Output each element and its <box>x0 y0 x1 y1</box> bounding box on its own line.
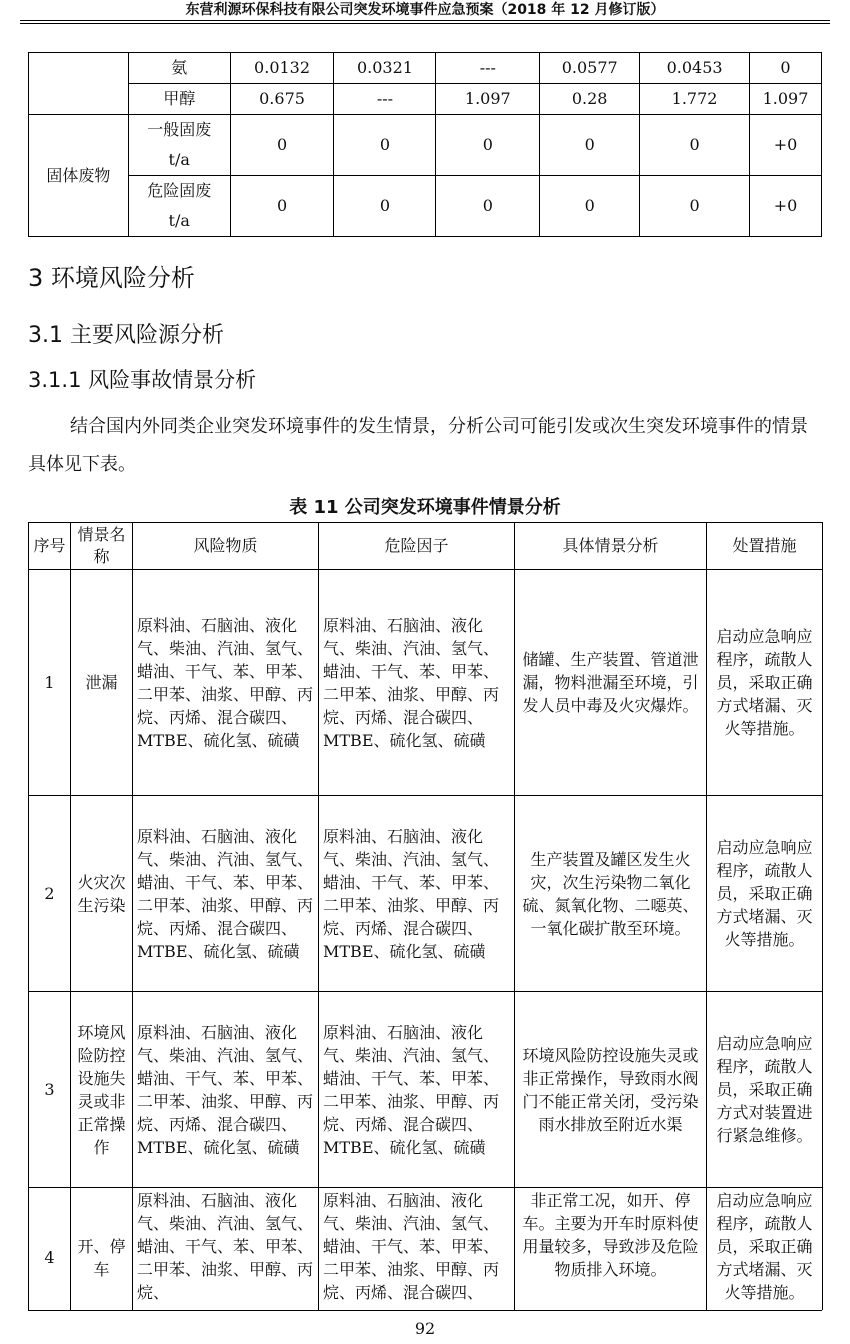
response-measures: 启动应急响应程序，疏散人员，采取正确方式堵漏、灭火等措施。 <box>707 570 823 796</box>
table-cell: +0 <box>750 176 822 237</box>
header-cell: 风险物质 <box>133 523 319 570</box>
table-row <box>29 992 823 1188</box>
table-cell: 0.0321 <box>334 53 436 84</box>
scenario-analysis: 储罐、生产装置、管道泄漏，物料泄漏至环境，引发人员中毒及火灾爆炸。 <box>515 570 707 796</box>
scenario-name: 开、停车 <box>71 1188 133 1311</box>
hazard-factors: 原料油、石脑油、液化气、柴油、汽油、氢气、蜡油、干气、苯、甲苯、二甲苯、油浆、甲醇、丙烷、丙烯、混合碳四、MTBE、硫化氢、硫磺 <box>319 796 515 992</box>
response-measures: 启动应急响应程序，疏散人员，采取正确方式堵漏、灭火等措施。 <box>707 796 823 992</box>
table-cell: 0 <box>640 176 750 237</box>
waste-name: 一般固废 <box>147 120 212 139</box>
table-cell: 0 <box>540 115 640 176</box>
response-measures: 启动应急响应程序，疏散人员，采取正确方式堵漏、灭火等措施。 <box>707 1188 823 1311</box>
table-cell: 0 <box>436 176 540 237</box>
emission-table <box>28 52 822 237</box>
table-cell: 0 <box>230 176 334 237</box>
section-heading: 3 环境风险分析 <box>28 264 195 292</box>
table-cell: 0 <box>334 176 436 237</box>
pollutant-name: 甲醇 <box>128 84 230 115</box>
hazard-factors: 原料油、石脑油、液化气、柴油、汽油、氢气、蜡油、干气、苯、甲苯、二甲苯、油浆、甲醇、丙烷、丙烯、混合碳四、 <box>319 1188 515 1311</box>
row-number: 2 <box>29 796 71 992</box>
table-cell: 1.097 <box>436 84 540 115</box>
header-cell: 处置措施 <box>707 523 823 570</box>
table-cell: --- <box>436 53 540 84</box>
waste-unit: t/a <box>168 150 190 169</box>
table-cell: 1.097 <box>750 84 822 115</box>
table-row <box>29 115 822 176</box>
table-cell: 0.0132 <box>230 53 334 84</box>
header-cell: 具体情景分析 <box>515 523 707 570</box>
waste-name-cell <box>128 115 230 176</box>
waste-name-cell <box>128 176 230 237</box>
header-cell: 危险因子 <box>319 523 515 570</box>
table-header-row <box>29 523 823 570</box>
header-cell: 序号 <box>29 523 71 570</box>
table-row <box>29 176 822 237</box>
row-number: 1 <box>29 570 71 796</box>
page-number: 92 <box>414 1319 436 1338</box>
table-cell: 0.675 <box>230 84 334 115</box>
table-row <box>29 796 823 992</box>
hazard-factors: 原料油、石脑油、液化气、柴油、汽油、氢气、蜡油、干气、苯、甲苯、二甲苯、油浆、甲醇、丙烷、丙烯、混合碳四、MTBE、硫化氢、硫磺 <box>319 570 515 796</box>
table-cell: 0 <box>640 115 750 176</box>
table-row <box>29 53 822 84</box>
table-cell: 0 <box>230 115 334 176</box>
scenario-name: 泄漏 <box>71 570 133 796</box>
pollutant-name: 氨 <box>128 53 230 84</box>
table-cell: 0.0453 <box>640 53 750 84</box>
table-cell <box>29 53 129 115</box>
solid-waste-category: 固体废物 <box>29 115 129 237</box>
table-cell: --- <box>334 84 436 115</box>
waste-unit: t/a <box>168 211 190 230</box>
table-cell: 0 <box>750 53 822 84</box>
hazard-factors: 原料油、石脑油、液化气、柴油、汽油、氢气、蜡油、干气、苯、甲苯、二甲苯、油浆、甲醇、丙烷、丙烯、混合碳四、MTBE、硫化氢、硫磺 <box>319 992 515 1188</box>
scenario-table <box>28 522 823 1310</box>
table-cell: +0 <box>750 115 822 176</box>
page-header: 东营利源环保科技有限公司突发环境事件应急预案（2018 年 12 月修订版） <box>20 0 830 21</box>
table-row <box>29 84 822 115</box>
table-cell: 0.0577 <box>540 53 640 84</box>
table-cell: 0 <box>436 115 540 176</box>
row-number: 4 <box>29 1188 71 1311</box>
table-row <box>29 1188 823 1311</box>
scenario-analysis: 生产装置及罐区发生火灾，次生污染物二氧化硫、氮氧化物、二噁英、一氧化碳扩散至环境。 <box>515 796 707 992</box>
table-cell: 1.772 <box>640 84 750 115</box>
waste-name: 危险固废 <box>147 181 212 200</box>
risk-substances: 原料油、石脑油、液化气、柴油、汽油、氢气、蜡油、干气、苯、甲苯、二甲苯、油浆、甲醇、丙烷、丙烯、混合碳四、MTBE、硫化氢、硫磺 <box>133 796 319 992</box>
subsection-heading: 3.1 主要风险源分析 <box>28 323 224 348</box>
subsubsection-heading: 3.1.1 风险事故情景分析 <box>28 368 257 392</box>
table-bottom-border <box>28 1310 822 1311</box>
response-measures: 启动应急响应程序，疏散人员，采取正确方式对装置进行紧急维修。 <box>707 992 823 1188</box>
risk-substances: 原料油、石脑油、液化气、柴油、汽油、氢气、蜡油、干气、苯、甲苯、二甲苯、油浆、甲醇、丙烷、 <box>133 1188 319 1311</box>
table-caption: 表 11 公司突发环境事件情景分析 <box>289 497 561 518</box>
body-paragraph: 结合国内外同类企业突发环境事件的发生情景，分析公司可能引发或次生突发环境事件的情景具体见下表。 <box>28 416 808 475</box>
risk-substances: 原料油、石脑油、液化气、柴油、汽油、氢气、蜡油、干气、苯、甲苯、二甲苯、油浆、甲醇、丙烷、丙烯、混合碳四、MTBE、硫化氢、硫磺 <box>133 992 319 1188</box>
table-cell: 0.28 <box>540 84 640 115</box>
scenario-analysis: 非正常工况，如开、停车。主要为开车时原料使用量较多，导致涉及危险物质排入环境。 <box>515 1188 707 1311</box>
table-cell: 0 <box>334 115 436 176</box>
header-cell: 情景名称 <box>71 523 133 570</box>
risk-substances: 原料油、石脑油、液化气、柴油、汽油、氢气、蜡油、干气、苯、甲苯、二甲苯、油浆、甲醇、丙烷、丙烯、混合碳四、MTBE、硫化氢、硫磺 <box>133 570 319 796</box>
row-number: 3 <box>29 992 71 1188</box>
table-row <box>29 570 823 796</box>
scenario-name: 环境风险防控设施失灵或非正常操作 <box>71 992 133 1188</box>
scenario-table-frame <box>28 522 824 1310</box>
scenario-name: 火灾次生污染 <box>71 796 133 992</box>
scenario-analysis: 环境风险防控设施失灵或非正常操作，导致雨水阀门不能正常关闭，受污染雨水排放至附近水渠 <box>515 992 707 1188</box>
table-cell: 0 <box>540 176 640 237</box>
